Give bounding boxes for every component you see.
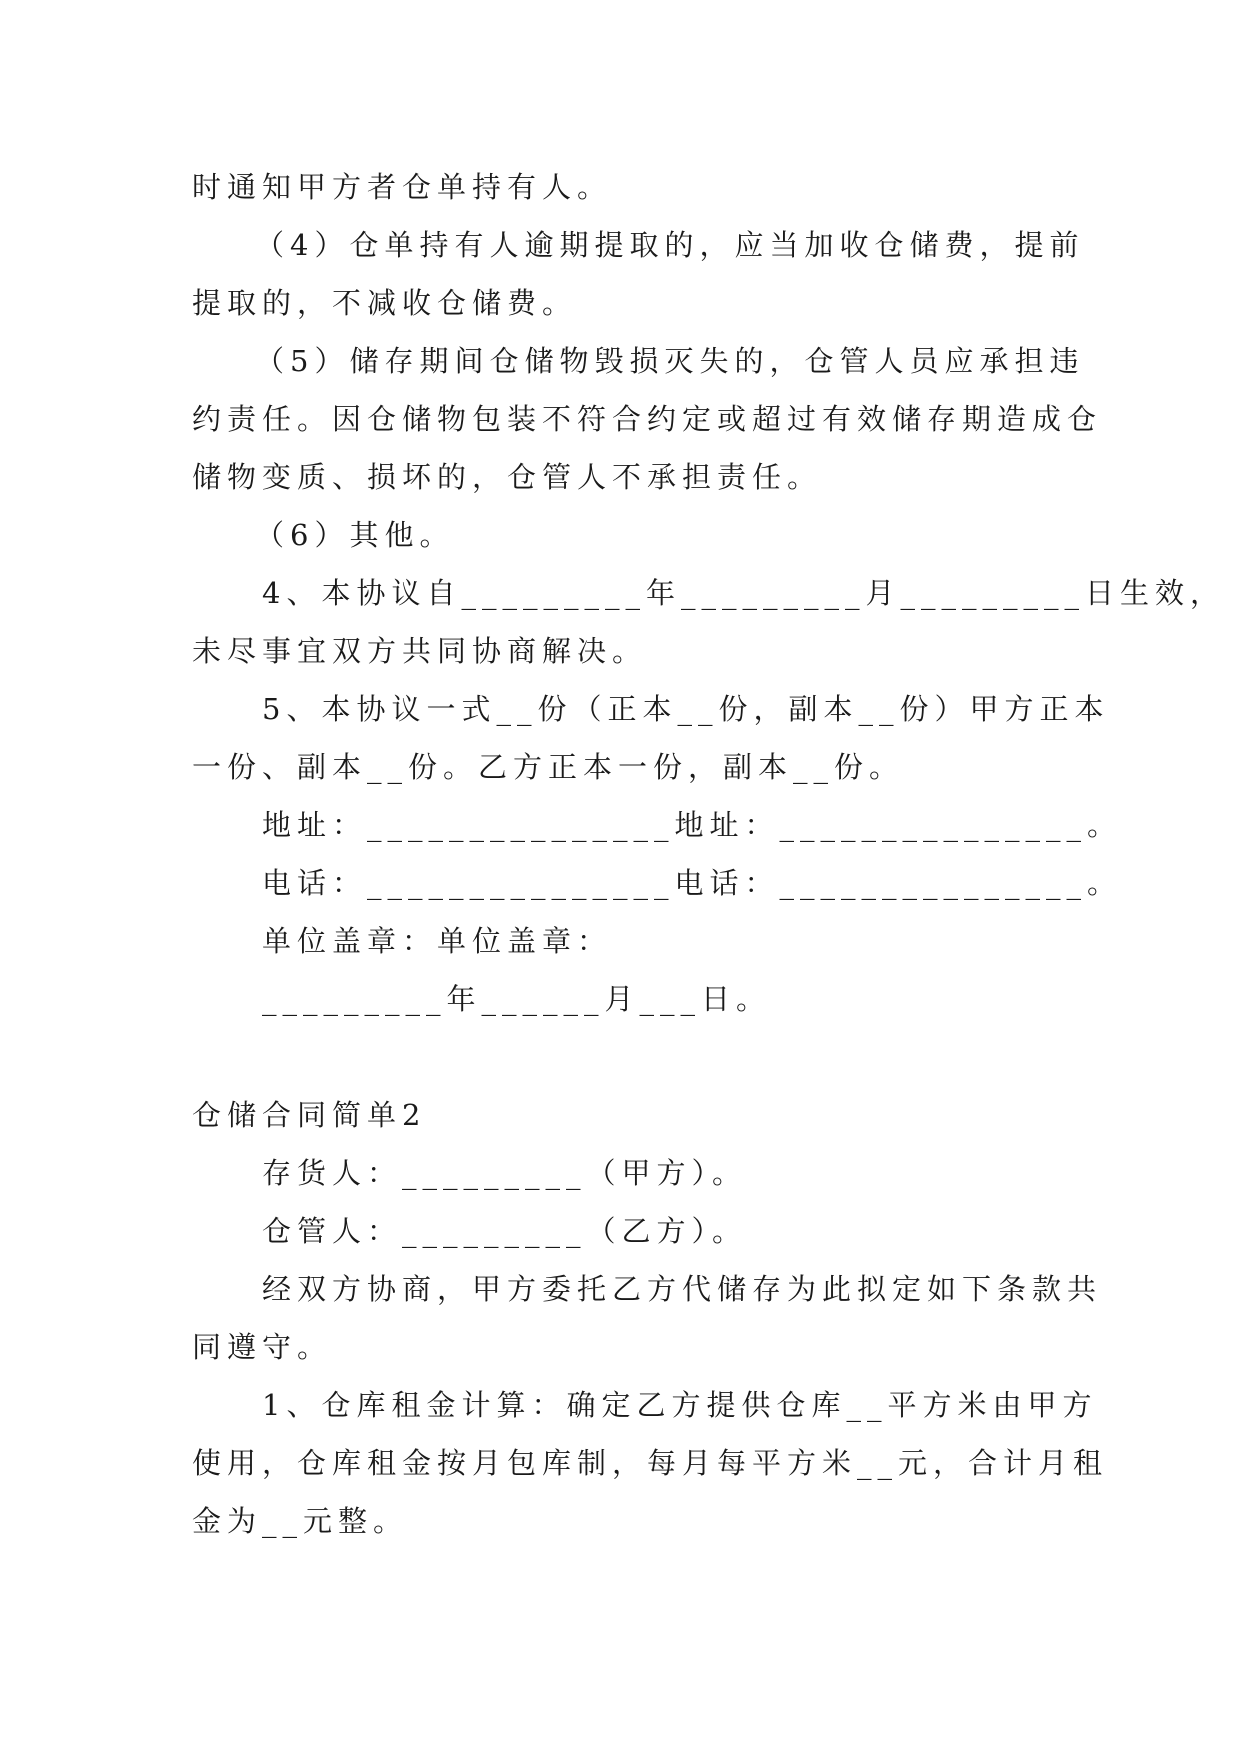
text-line: 4、本协议自_________年_________月_________日生效，: [262, 576, 1225, 610]
text-line: 约责任。因仓储物包装不符合约定或超过有效储存期造成仓: [192, 402, 1103, 436]
text-line: 1、仓库租金计算：确定乙方提供仓库__平方米由甲方: [262, 1388, 1098, 1422]
text-line: 5、本协议一式__份（正本__份，副本__份）甲方正本: [262, 692, 1110, 726]
text-line: 仓管人：_________（乙方）。: [262, 1214, 748, 1248]
text-line: 金为__元整。: [192, 1504, 409, 1538]
text-line: 使用，仓库租金按月包库制，每月每平方米__元，合计月租: [192, 1446, 1109, 1480]
text-line: 储物变质、损坏的，仓管人不承担责任。: [192, 460, 823, 494]
text-line: 提取的，不减收仓储费。: [192, 286, 578, 320]
text-line: 时通知甲方者仓单持有人。: [192, 170, 613, 204]
phone-line: 电话：_______________电话：_______________。: [262, 866, 1123, 900]
text-line: 一份、副本__份。乙方正本一份，副本__份。: [192, 750, 905, 784]
date-line: _________年______月___日。: [262, 982, 772, 1016]
text-line: 存货人：_________（甲方）。: [262, 1156, 748, 1190]
text-line: （5）储存期间仓储物毁损灭失的，仓管人员应承担违: [255, 344, 1085, 378]
text-line: 经双方协商，甲方委托乙方代储存为此拟定如下条款共: [262, 1272, 1103, 1306]
text-line: （4）仓单持有人逾期提取的，应当加收仓储费，提前: [255, 228, 1085, 262]
text-line: 未尽事宜双方共同协商解决。: [192, 634, 648, 668]
text-line: 同遵守。: [192, 1330, 333, 1364]
address-line: 地址：_______________地址：_______________。: [262, 808, 1123, 842]
text-line: （6）其他。: [255, 518, 455, 552]
seal-line: 单位盖章：单位盖章：: [262, 924, 613, 958]
section-title: 仓储合同简单2: [192, 1098, 427, 1132]
